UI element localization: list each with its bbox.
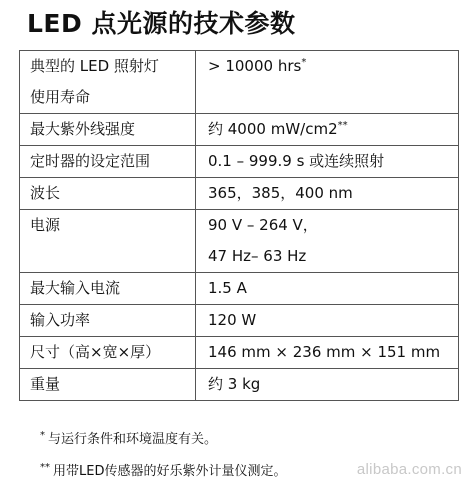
spec-value-line [208, 114, 458, 145]
spec-label [20, 273, 196, 305]
footnote-text: 与运行条件和环境温度有关。 [48, 432, 218, 447]
spec-value-text: 1.5 A [208, 279, 247, 297]
spec-label [20, 146, 196, 178]
spec-value-text: 约 3 kg [208, 375, 261, 393]
spec-value [196, 51, 459, 114]
table-row [20, 273, 459, 305]
spec-table [19, 50, 459, 401]
spec-value-text: 约 4000 mW/cm2 [208, 120, 338, 138]
spec-label [20, 51, 196, 114]
spec-value-line [208, 305, 458, 336]
spec-value-line [208, 210, 458, 241]
footnote-mark: ** [40, 461, 50, 473]
spec-value [196, 178, 459, 210]
spec-value-text: 365，385，400 nm [208, 184, 353, 202]
spec-label-line: 定时器的设定范围 [30, 152, 151, 170]
spec-value [196, 210, 459, 273]
spec-label-line: 使用寿命 [30, 88, 91, 106]
footnote-ref: ** [337, 120, 348, 131]
spec-value [196, 369, 459, 401]
spec-label-line: 最大紫外线强度 [30, 120, 136, 138]
table-row [20, 305, 459, 337]
spec-value-line [208, 178, 458, 209]
spec-value [196, 273, 459, 305]
footnote-2 [40, 460, 286, 479]
spec-label-line: 最大输入电流 [30, 279, 121, 297]
spec-label-line: 重量 [30, 375, 61, 393]
spec-label-line: 典型的 LED 照射灯 [30, 57, 159, 75]
page-title: LED 点光源的技术参数 [27, 9, 296, 38]
spec-value-line [208, 337, 458, 368]
spec-value [196, 114, 459, 146]
spec-value [196, 146, 459, 178]
footnote-mark: * [40, 429, 45, 441]
spec-label-line: 输入功率 [30, 311, 91, 329]
spec-label-line: 尺寸（高×宽×厚） [30, 343, 161, 361]
spec-label-line: 波长 [30, 184, 61, 202]
spec-value [196, 305, 459, 337]
watermark: alibaba.com.cn [356, 461, 462, 478]
table-row [20, 51, 459, 114]
footnote-ref: * [301, 57, 307, 68]
spec-label [20, 337, 196, 369]
spec-label-line: 电源 [30, 216, 61, 234]
footnote-1 [40, 428, 217, 447]
spec-value-line [208, 51, 458, 82]
table-row [20, 337, 459, 369]
table-row [20, 369, 459, 401]
table-row [20, 146, 459, 178]
spec-value-text: 47 Hz– 63 Hz [208, 247, 307, 265]
spec-value-text: 120 W [208, 311, 257, 329]
spec-value-text: 146 mm × 236 mm × 151 mm [208, 343, 441, 361]
spec-value-line [208, 241, 458, 272]
spec-label [20, 305, 196, 337]
spec-value-text: 0.1 – 999.9 s 或连续照射 [208, 152, 385, 170]
spec-value [196, 337, 459, 369]
spec-label [20, 114, 196, 146]
spec-value-line [208, 146, 458, 177]
footnote-text: 用带LED传感器的好乐紫外计量仪测定。 [53, 464, 287, 479]
spec-label [20, 210, 196, 273]
spec-value-text: 90 V – 264 V， [208, 216, 318, 234]
spec-label [20, 369, 196, 401]
table-row [20, 178, 459, 210]
spec-label [20, 178, 196, 210]
table-row [20, 114, 459, 146]
spec-value-text: > 10000 hrs [208, 57, 302, 75]
table-row [20, 210, 459, 273]
spec-value-line [208, 273, 458, 304]
spec-value-line [208, 369, 458, 400]
